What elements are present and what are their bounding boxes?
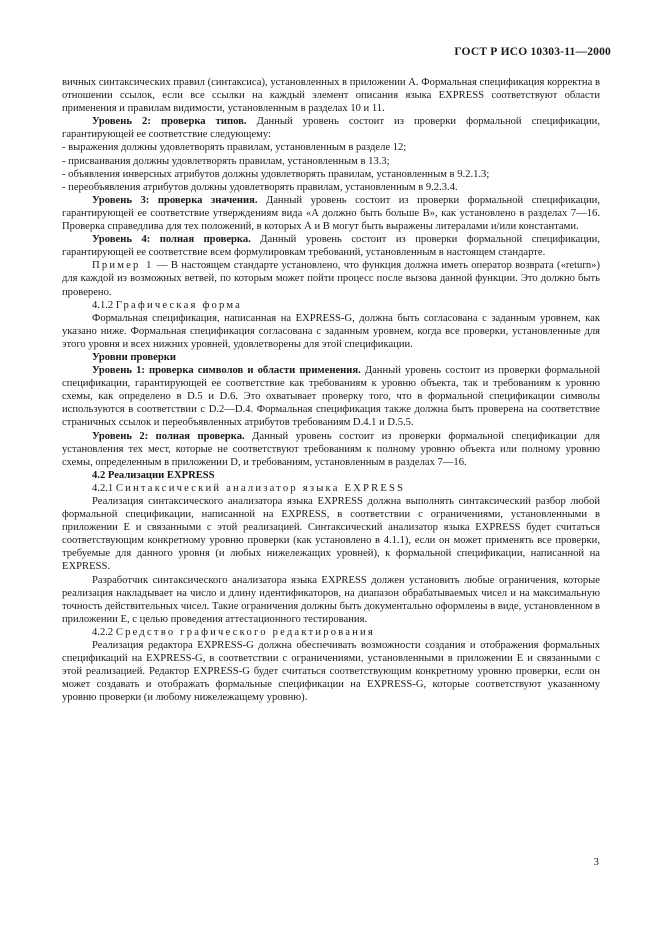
level-heading: Уровень 1: проверка символов и области применения. xyxy=(92,365,361,377)
paragraph: Реализация синтаксического анализатора языка EXPRESS должна выполнять синтаксический разбор любой формальной спецификации, написанной на EXPRESS, в соответствии с ограничениями, установленными в приложении Е и связанными с этой реализацией. Синтаксический анализатор языка EXPRESS будет считаться соответствующим конкретному уровню проверки (как установлено в 4.1.1), если он может применять все проверки, требуемые для данного уровня (и любых нижележащих уровней), к формальной спецификации, написанной на EXPRESS. xyxy=(62,496,600,573)
paragraph-text: Данный уровень состоит из проверки формальной спецификации, гарантирующей ее соответствие как требованиям к уровню объекта, так и требованиям к уровню схемы, как определено в D.5 и D.6. Это охватывает проверку того, что в формальной спецификации символы используются в соответствии с D.2—D.4. Формальная спецификация также должна быть проверена на соответствие страничных ссылок и переобъявленных атрибутов требованиям D.4.1 и D.5.5. xyxy=(62,365,600,429)
list-item: - переобъявления атрибутов должны удовлетворять правилам, установленным в 9.2.3.4. xyxy=(62,181,458,193)
section-number: 4.1.2 xyxy=(92,299,114,311)
section-title: 4.2 Реализации EXPRESS xyxy=(92,469,215,481)
paragraph-text: Данный уровень состоит из проверки формальной спецификации, гарантирующей ее соответствие следующему: xyxy=(62,116,600,141)
section-title: Графическая форма xyxy=(115,299,243,311)
paragraph: Формальная спецификация, написанная на EXPRESS-G, должна быть согласована с заданным уровнем, как указано ниже. Формальная спецификация согласована с заданным уровнем, когда все проверки, установленные для этого уровня и всех нижних уровней, удовлетворены для этой спецификации. xyxy=(62,312,600,350)
paragraph-text: Данный уровень состоит из проверки формальной спецификации, гарантирующей ее соответствие всем формулировкам требований, установленным в настоящем стандарте. xyxy=(62,234,600,259)
paragraph: вичных синтаксических правил (синтаксиса), установленных в приложении А. Формальная спецификация корректна в отношении ссылок, если все ссылки на каждый элемент описания языка EXPRESS соответствуют области применения и правилам видимости, установленным в разделах 10 и 11. xyxy=(62,77,600,115)
paragraph-g-level-2 xyxy=(62,430,600,469)
level-heading: Уровень 2: проверка типов. xyxy=(92,116,247,128)
section-number: 4.2.2 xyxy=(92,626,114,638)
section-heading-4-2-2 xyxy=(62,626,600,639)
paragraph-text: Данный уровень состоит из проверки формальной спецификации для установления тех мест, которые не соответствуют требованиям к полному уровню объекта или полному уровню схемы, определенным в приложении D, и требованиям, установленным в разделах 7—16. xyxy=(62,430,600,468)
level-heading: Уровень 4: полная проверка. xyxy=(92,234,251,246)
subheading-levels xyxy=(62,351,600,364)
example-text: — В настоящем стандарте установлено, что функция должна иметь оператор возврата («return») для каждой из возможных ветвей, по которым может пойти процесс после вызова данной функции. Это должно быть проверено. xyxy=(62,260,600,298)
section-title: Средство графического редактирования xyxy=(115,626,375,638)
section-heading-4-1-2 xyxy=(62,299,600,312)
list-item: - присваивания должны удовлетворять правилам, установленным в 13.3; xyxy=(62,155,390,167)
example-note xyxy=(62,259,600,298)
paragraph-level-2-types xyxy=(62,115,600,141)
subheading-text: Уровни проверки xyxy=(92,351,176,363)
document-body xyxy=(62,76,600,705)
section-title: Синтаксический анализатор языка EXPRESS xyxy=(115,482,406,494)
paragraph-text: Данный уровень состоит из проверки формальной спецификации, гарантирующей ее соответствие утверждениям вида «А должно быть больше В», как установлено в разделах 7—16. Проверка справедлива для тех положений, в которых А и В могут быть выражены литералами и/или константами. xyxy=(62,194,600,233)
level-heading: Уровень 3: проверка значения. xyxy=(92,194,258,206)
paragraph: Реализация редактора EXPRESS-G должна обеспечивать возможности создания и отображения формальных спецификаций на EXPRESS-G, в соответствии с ограничениями, установленными в приложении Е и связанными с этой реализацией. Редактор EXPRESS-G будет считаться соответствующим конкретному уровню проверки, если он может создавать и отображать формальные спецификации на EXPRESS-G, которые соответствуют указанному уровню проверки (и любому нижележащему уровню). xyxy=(62,640,600,704)
list-item: - объявления инверсных атрибутов должны удовлетворять правилам, установленным в 9.2.1.3; xyxy=(62,168,490,180)
example-label: Пример 1 xyxy=(92,260,154,272)
section-number: 4.2.1 xyxy=(92,482,114,494)
paragraph-level-4-full xyxy=(62,233,600,259)
paragraph-g-level-1 xyxy=(62,364,600,429)
paragraph: Разработчик синтаксического анализатора языка EXPRESS должен установить любые ограничения, которые реализация накладывает на число и длину идентификаторов, на диапазон обрабатываемых чисел и на максимальную точность действительных чисел. Такие ограничения должны быть документально оформлены в виде, установленном в приложении Е, с целью проведения аттестационного тестирования. xyxy=(62,574,600,625)
page-number: 3 xyxy=(593,856,599,868)
section-heading-4-2 xyxy=(62,469,600,482)
list-item: - выражения должны удовлетворять правилам, установленным в разделе 12; xyxy=(62,142,407,154)
section-heading-4-2-1 xyxy=(62,482,600,495)
paragraph-level-3-value xyxy=(62,194,600,233)
level-heading: Уровень 2: полная проверка. xyxy=(92,430,245,442)
document-header: ГОСТ Р ИСО 10303-11—2000 xyxy=(454,46,611,58)
